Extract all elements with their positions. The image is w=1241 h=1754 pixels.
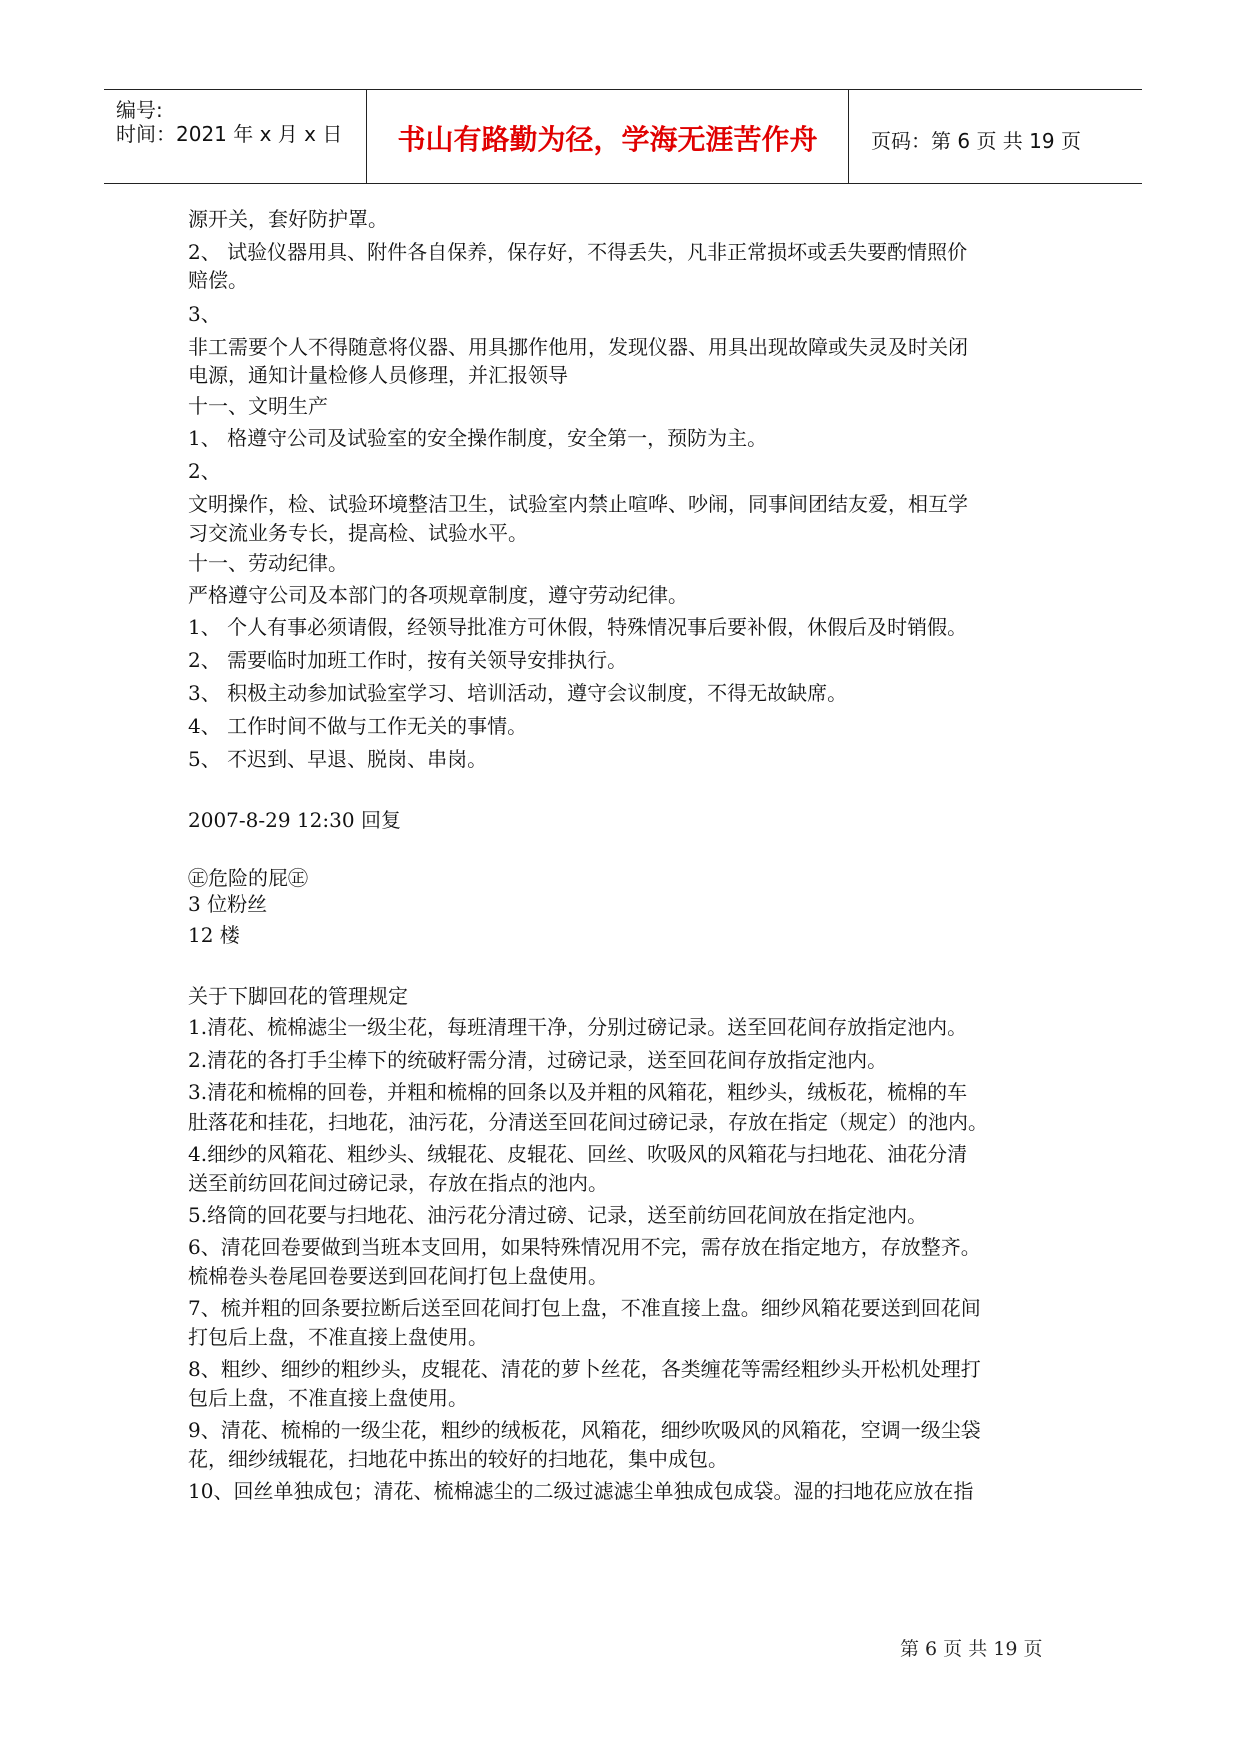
body-line: 赔偿。 bbox=[188, 268, 248, 292]
body-line: 肚落花和挂花，扫地花，油污花，分清送至回花间过磅记录，存放在指定（规定）的池内。 bbox=[188, 1110, 988, 1134]
body-line: 7、梳并粗的回条要拉断后送至回花间打包上盘，不准直接上盘。细纱风箱花要送到回花间 bbox=[188, 1296, 981, 1320]
body-line: 文明操作，检、试验环境整洁卫生，试验室内禁止喧哗、吵闹，同事间团结友爱，相互学 bbox=[188, 492, 968, 516]
body-line: 非工需要个人不得随意将仪器、用具挪作他用，发现仪器、用具出现故障或失灵及时关闭 bbox=[188, 335, 968, 359]
serial-label: 编号: bbox=[116, 98, 163, 122]
body-line: 严格遵守公司及本部门的各项规章制度，遵守劳动纪律。 bbox=[188, 583, 688, 607]
body-line: 梳棉卷头卷尾回卷要送到回花间打包上盘使用。 bbox=[188, 1264, 608, 1288]
body-line: 源开关，套好防护罩。 bbox=[188, 207, 388, 231]
header-page-code: 页码：第 6 页 共 19 页 bbox=[871, 129, 1081, 153]
poster-name: ㊣危险的屁㊣ bbox=[188, 866, 308, 890]
body-line: 8、粗纱、细纱的粗纱头，皮辊花、清花的萝卜丝花，各类缠花等需经粗纱头开松机处理打 bbox=[188, 1357, 981, 1381]
body-line: 1.清花、梳棉滤尘一级尘花，每班清理干净，分别过磅记录。送至回花间存放指定池内。 bbox=[188, 1015, 968, 1039]
body-line: 5.络筒的回花要与扫地花、油污花分清过磅、记录，送至前纺回花间放在指定池内。 bbox=[188, 1203, 928, 1227]
body-line: 2、 试验仪器用具、附件各自保养，保存好，不得丢失，凡非正常损坏或丢失要酌情照价 bbox=[188, 240, 968, 264]
body-line: 2、 bbox=[188, 459, 221, 483]
body-line: 5、 不迟到、早退、脱岗、串岗。 bbox=[188, 747, 488, 771]
body-line: 3、 积极主动参加试验室学习、培训活动，遵守会议制度，不得无故缺席。 bbox=[188, 681, 848, 705]
document-header bbox=[104, 89, 1142, 184]
page-footer: 第 6 页 共 19 页 bbox=[900, 1638, 1043, 1660]
body-line: 送至前纺回花间过磅记录，存放在指点的池内。 bbox=[188, 1171, 608, 1195]
body-line: 3、 bbox=[188, 302, 221, 326]
body-line: 习交流业务专长，提高检、试验水平。 bbox=[188, 521, 528, 545]
section-heading: 关于下脚回花的管理规定 bbox=[188, 984, 408, 1008]
body-line: 2、 需要临时加班工作时，按有关领导安排执行。 bbox=[188, 648, 628, 672]
header-motto: 书山有路勤为径，学海无涯苦作舟 bbox=[397, 123, 818, 156]
header-page-cell bbox=[849, 90, 1142, 183]
header-motto-cell bbox=[366, 90, 849, 183]
body-line: 1、 格遵守公司及试验室的安全操作制度，安全第一，预防为主。 bbox=[188, 426, 768, 450]
reply-timestamp: 2007-8-29 12:30 回复 bbox=[188, 808, 401, 832]
section-heading: 十一、劳动纪律。 bbox=[188, 551, 348, 575]
body-line: 9、清花、梳棉的一级尘花，粗纱的绒板花，风箱花，细纱吹吸风的风箱花，空调一级尘袋 bbox=[188, 1418, 981, 1442]
body-line: 3.清花和梳棉的回卷，并粗和梳棉的回条以及并粗的风箱花，粗纱头，绒板花，梳棉的车 bbox=[188, 1080, 968, 1104]
body-line: 花，细纱绒辊花，扫地花中拣出的较好的扫地花，集中成包。 bbox=[188, 1447, 728, 1471]
body-line: 1、 个人有事必须请假，经领导批准方可休假，特殊情况事后要补假，休假后及时销假。 bbox=[188, 615, 968, 639]
body-line: 4、 工作时间不做与工作无关的事情。 bbox=[188, 714, 528, 738]
body-line: 2.清花的各打手尘棒下的统破籽需分清，过磅记录，送至回花间存放指定池内。 bbox=[188, 1048, 888, 1072]
body-line: 10、回丝单独成包；清花、梳棉滤尘的二级过滤滤尘单独成包成袋。湿的扫地花应放在指 bbox=[188, 1479, 974, 1503]
body-line: 包后上盘，不准直接上盘使用。 bbox=[188, 1386, 468, 1410]
header-meta-cell bbox=[104, 90, 366, 183]
body-line: 打包后上盘，不准直接上盘使用。 bbox=[188, 1325, 488, 1349]
body-line: 4.细纱的风箱花、粗纱头、绒辊花、皮辊花、回丝、吹吸风的风箱花与扫地花、油花分清 bbox=[188, 1142, 968, 1166]
floor-number: 12 楼 bbox=[188, 923, 240, 947]
poster-fans: 3 位粉丝 bbox=[188, 892, 268, 916]
body-line: 6、清花回卷要做到当班本支回用，如果特殊情况用不完，需存放在指定地方，存放整齐。 bbox=[188, 1235, 981, 1259]
time-label: 时间：2021 年 x 月 x 日 bbox=[116, 122, 343, 146]
section-heading: 十一、文明生产 bbox=[188, 394, 328, 418]
body-line: 电源，通知计量检修人员修理，并汇报领导 bbox=[188, 363, 568, 387]
